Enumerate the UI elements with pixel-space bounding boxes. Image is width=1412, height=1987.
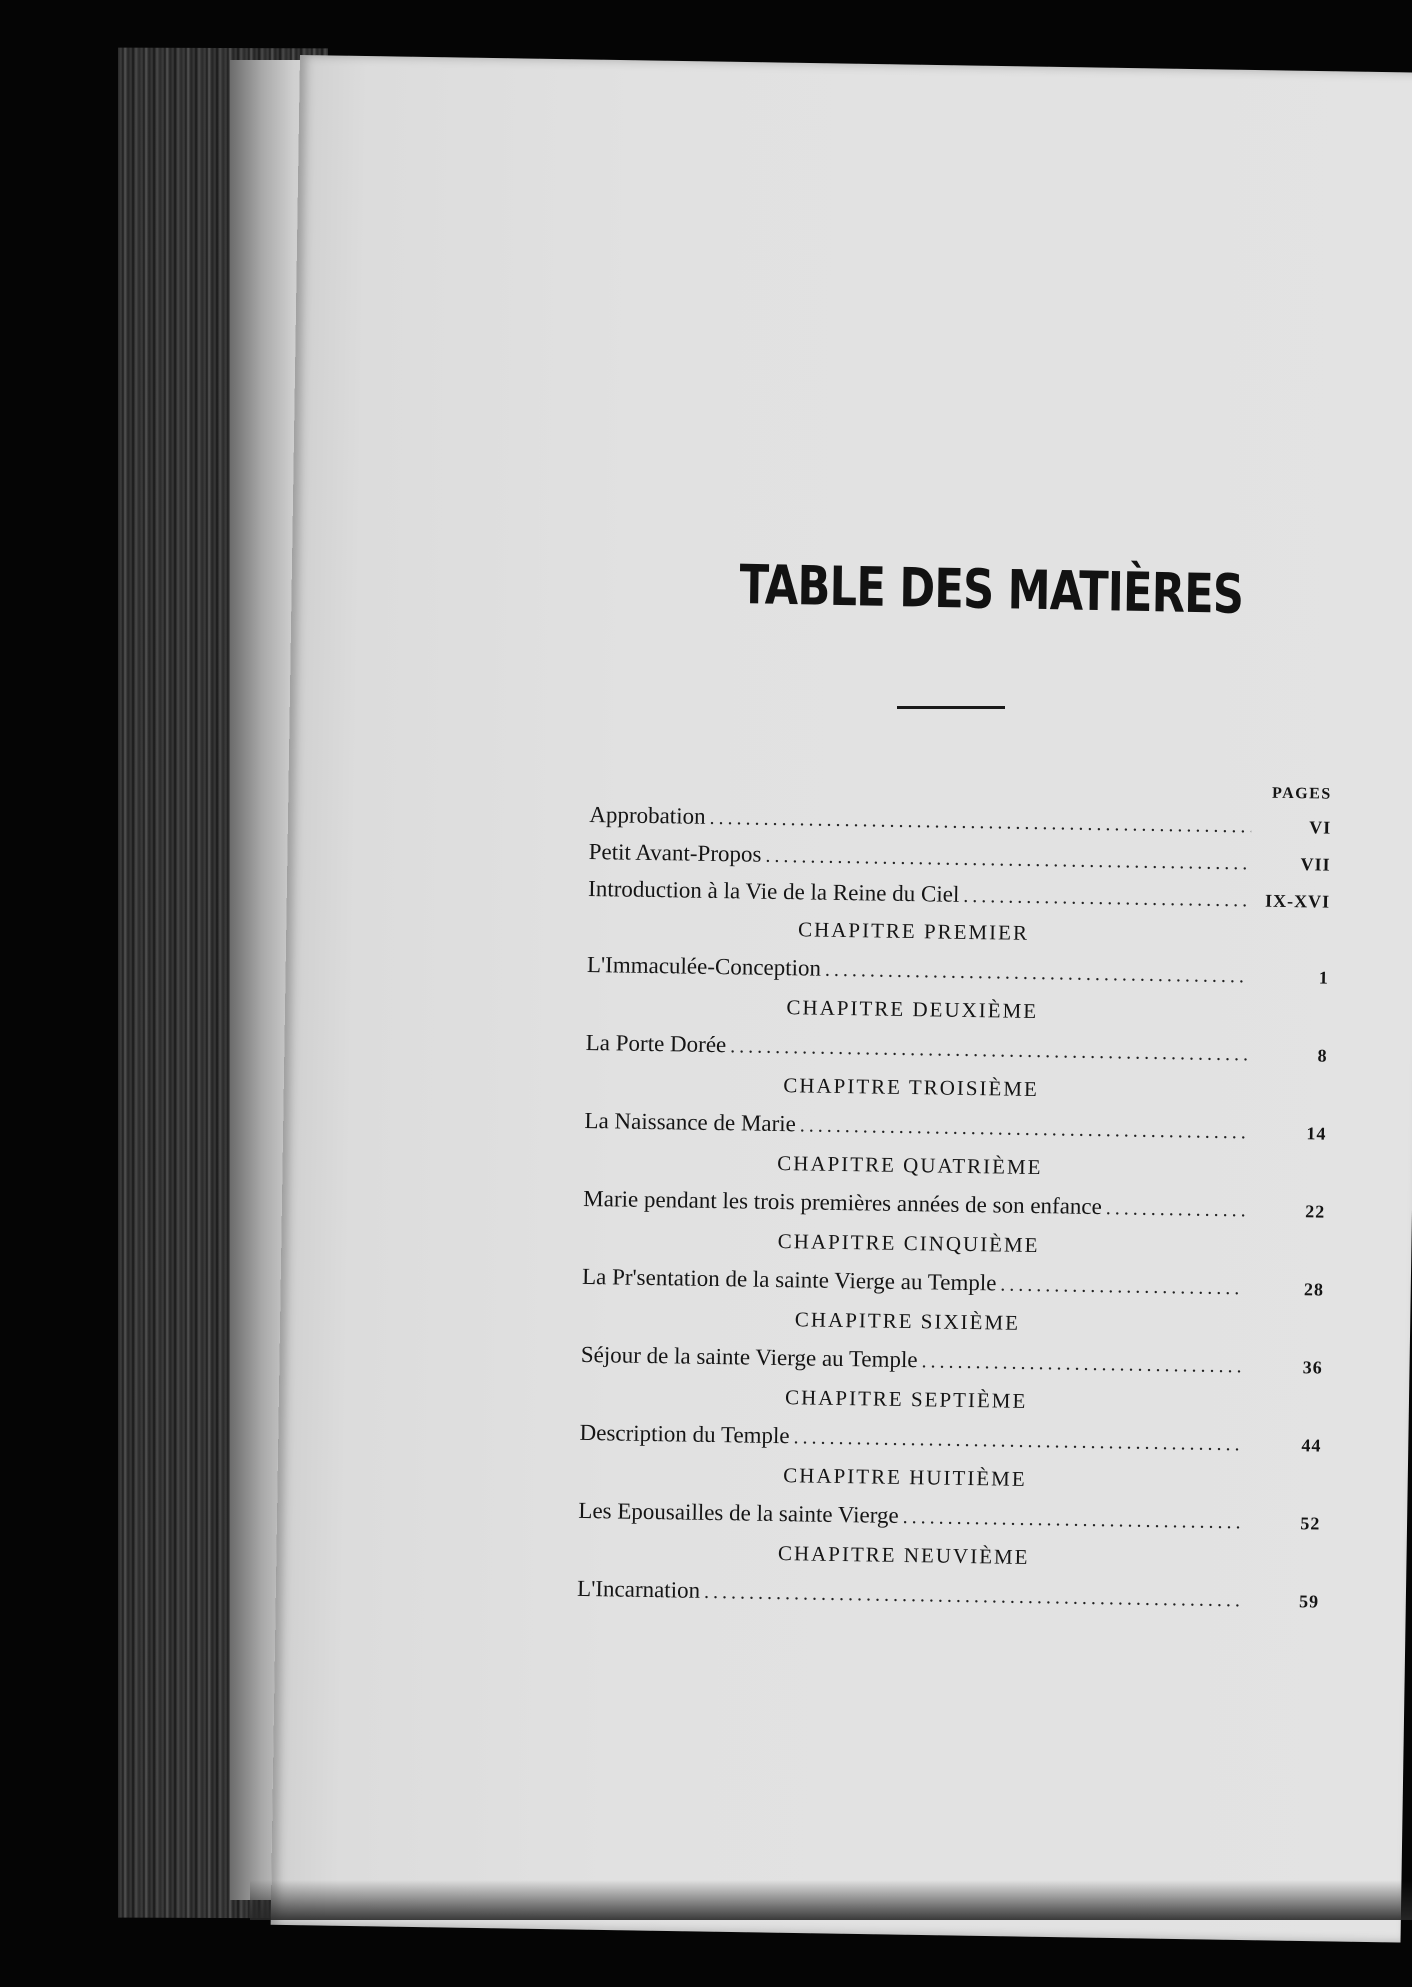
chapter-heading: CHAPITRE CINQUIÈME [777, 1229, 1040, 1258]
table-of-contents [577, 772, 1332, 1621]
toc-entry-title: Petit Avant-Propos [588, 838, 762, 867]
pages-column-header: PAGES [1271, 784, 1332, 803]
toc-entry-title: Description du Temple [579, 1419, 790, 1449]
dot-leader [1105, 1188, 1245, 1230]
toc-entry-title: La Pr'sentation de la sainte Vierge au Temple [581, 1263, 997, 1296]
page-bottom-shadow [250, 1880, 1412, 1920]
title-rule [897, 706, 1005, 709]
chapter-heading: CHAPITRE QUATRIÈME [777, 1150, 1043, 1180]
toc-entry-title: Marie pendant les trois premières années de son enfance [583, 1185, 1103, 1220]
toc-entry-title: Séjour de la sainte Vierge au Temple [580, 1341, 918, 1373]
toc-entry-page: 59 [1298, 1591, 1320, 1612]
page-title: TABLE DES MATIÈRES [739, 553, 1244, 626]
toc-entry-page: 28 [1303, 1279, 1325, 1300]
toc-entry-title: L'Incarnation [576, 1575, 701, 1603]
chapter-heading: CHAPITRE HUITIÈME [783, 1463, 1027, 1491]
toc-entry-title: La Porte Dorée [585, 1029, 727, 1058]
chapter-heading: CHAPITRE DEUXIÈME [786, 995, 1039, 1024]
toc-entry-title: Introduction à la Vie de la Reine du Ciel [587, 875, 960, 907]
chapter-heading: CHAPITRE SEPTIÈME [784, 1385, 1028, 1413]
dot-leader [921, 1341, 1243, 1386]
toc-entry-page: 1 [1318, 967, 1330, 988]
chapter-heading: CHAPITRE SIXIÈME [794, 1307, 1021, 1335]
toc-entry-title: Les Epousailles de la sainte Vierge [578, 1497, 899, 1528]
toc-entry-title: L'Immaculée-Conception [586, 951, 822, 981]
toc-entry-page: VI [1309, 817, 1332, 838]
toc-entry-page: 14 [1306, 1123, 1327, 1144]
chapter-heading: CHAPITRE NEUVIÈME [777, 1541, 1030, 1569]
dot-leader [704, 1572, 1240, 1620]
dot-leader [1000, 1265, 1244, 1309]
chapter-heading: CHAPITRE TROISIÈME [783, 1073, 1040, 1102]
chapter-heading: CHAPITRE PREMIER [797, 917, 1030, 945]
toc-entry-page: 8 [1317, 1045, 1328, 1066]
toc-entry-title: Approbation [589, 801, 706, 829]
dot-leader [902, 1497, 1240, 1542]
toc-entry-page: VII [1300, 854, 1331, 875]
toc-entry-page: 22 [1305, 1201, 1326, 1222]
toc-entry-page: 44 [1301, 1435, 1322, 1456]
toc-entry-page: 52 [1300, 1513, 1321, 1534]
toc-entry-page: IX-XVI [1264, 890, 1331, 912]
toc-entry-page: 36 [1302, 1357, 1323, 1378]
toc-entry-title: La Naissance de Marie [584, 1107, 797, 1137]
